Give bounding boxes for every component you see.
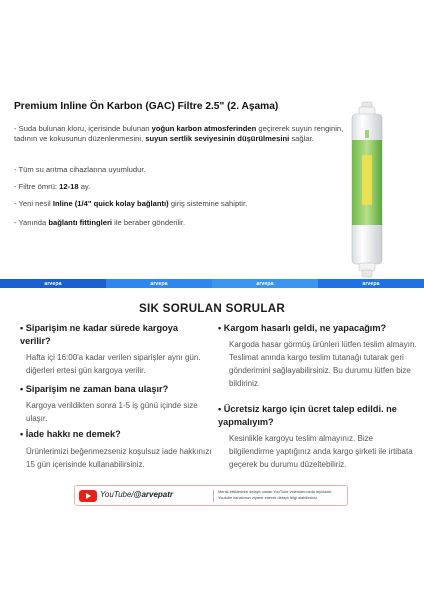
youtube-icon [79,490,97,502]
brand-band-segment [106,279,212,288]
desc-text: giriş sistemine sahiptir. [168,199,248,208]
product-description-5 [14,218,344,228]
desc-text: - Filtre ömrü: [14,182,60,191]
youtube-banner[interactable] [74,485,348,506]
desc-bold: yoğun karbon atmosferinden [151,124,257,133]
brand-label: arvepa [150,280,168,287]
desc-text: geçirerek suyun renginin, tadının ve kokusunun düzenlenmesini, [14,124,344,144]
product-title: Premium Inline Ön Karbon (GAC) Filtre 2.5" (2. Aşama) [14,101,279,112]
faq-answer-3: Ürünlerimizi beğenmezseniz koşulsuz iade hakkınızı 15 gün içerisinde kullanabilirsiniz. [26,447,212,469]
brand-label: arvepa [44,280,62,287]
brand-band-segment [318,279,424,288]
desc-text: - Suda bulunan kloru, içerisinde bulunan [14,124,152,133]
faq-question-4: • Kargom hasarlı geldi, ne yapacağım? [218,323,387,333]
faq-question-5: • Ücretsiz kargo için ücret talep edildi. ne yapmalıyım? [218,404,397,427]
faq-answer-2: Kargoya verildikten sonra 1-5 iş günü içinde size ulaşır. [26,401,198,423]
desc-text: - Yanında [14,218,49,227]
brand-band-segment [0,279,106,288]
youtube-label: YouTube/ [100,490,134,499]
brand-band [0,279,424,288]
faq-question-1: • Siparişim ne kadar sürede kargoya verilir? [20,323,178,346]
faq-title: SIK SORULAN SORULAR [138,302,286,315]
faq-answer-5: Kesinlikle kargoyu teslim almayınız. Bize bilgilendirme yaptığınız anda kargo şirketi ile irtibata geçerek bu durumu düzeltebiliriz. [229,434,413,469]
divider [213,490,214,502]
desc-bold: Inline (1/4" quick kolay bağlantı) [52,199,169,208]
brand-band-segment [212,279,318,288]
brand-label: arvepa [362,280,380,287]
product-description-1 [14,124,344,145]
desc-bold: suyun sertlik seviyesinin düşürülmesini [145,134,290,144]
faq-question-2: • Siparişim ne zaman bana ulaşır? [20,384,169,394]
desc-bold: 12-18 [59,182,79,191]
filter-cartridge-image [342,100,392,280]
brand-label: arvepa [256,280,274,287]
product-description-3 [14,182,344,192]
product-description-2: - Tüm su arıtma cihazlarına uyumludur. [14,165,146,174]
youtube-note: Merak ettiklerinizi detaylı olarak YouTube videolarımızda açıkladık. Youtube kanalımızı ziyaret ederek detaylı bilgi alabilirsiniz. [218,489,333,500]
youtube-handle-text: @arvepatr [133,490,174,499]
desc-bold: bağlantı fittingleri [48,218,113,227]
faq-answer-4: Kargoda hasar görmüş ürünleri lütfen teslim almayın. Teslimat anında kargo teslim tutanağı tutarak geri gönderimini sağlayabilirsiniz. Bu durumu lütfen bize bildiriniz. [229,340,417,388]
desc-text: ile beraber gönderilir. [112,218,186,227]
faq-question-3: • İade hakkı ne demek? [20,429,121,439]
desc-text: ay. [78,182,91,191]
faq-answer-1: Hafta içi 16:00'a kadar verilen siparişler aynı gün. diğerleri ertesi gün kargoya verilir. [26,353,201,375]
desc-text: sağlar. [289,134,314,144]
desc-text: - Yeni nesil [14,199,53,208]
youtube-handle[interactable] [100,490,173,499]
product-description-4 [14,199,344,209]
